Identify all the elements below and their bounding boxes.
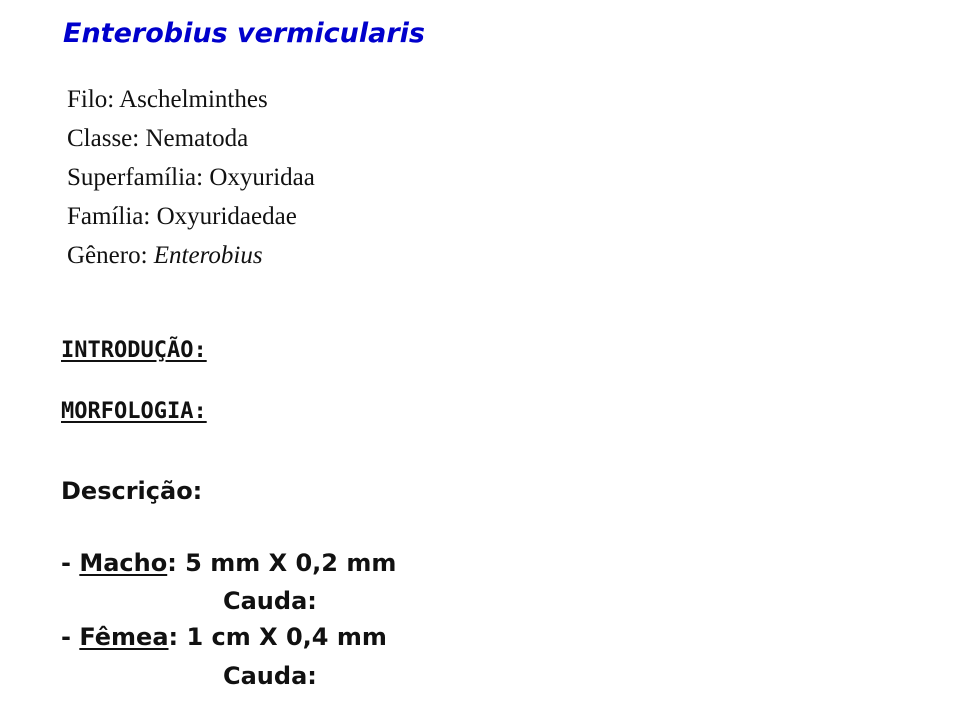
macho-line bbox=[61, 549, 396, 577]
femea-prefix: - bbox=[61, 623, 80, 651]
macho-label: Macho bbox=[79, 549, 168, 577]
macho-value: : 5 mm X 0,2 mm bbox=[167, 549, 397, 577]
descricao-heading: Descrição: bbox=[61, 477, 203, 505]
femea-cauda: Cauda: bbox=[223, 662, 317, 690]
femea-line bbox=[61, 623, 387, 651]
taxonomy-genero-label: Gênero: bbox=[67, 242, 154, 269]
section-morfologia: MORFOLOGIA: bbox=[61, 399, 207, 424]
macho-prefix: - bbox=[61, 549, 80, 577]
taxonomy-genero-value: Enterobius bbox=[153, 242, 263, 269]
taxonomy-genero bbox=[67, 236, 315, 275]
taxonomy-familia: Família: Oxyuridaedae bbox=[67, 203, 297, 230]
taxonomy-filo: Filo: Aschelminthes bbox=[67, 86, 268, 113]
taxonomy-classe: Classe: Nematoda bbox=[67, 125, 249, 152]
femea-label: Fêmea bbox=[79, 623, 169, 651]
section-introducao: INTRODUÇÃO: bbox=[61, 338, 207, 363]
femea-value: : 1 cm X 0,4 mm bbox=[168, 623, 387, 651]
page-title: Enterobius vermicularis bbox=[63, 18, 425, 49]
macho-cauda: Cauda: bbox=[223, 587, 317, 615]
taxonomy-list bbox=[67, 80, 315, 275]
taxonomy-superfamilia: Superfamília: Oxyuridaa bbox=[67, 164, 315, 191]
